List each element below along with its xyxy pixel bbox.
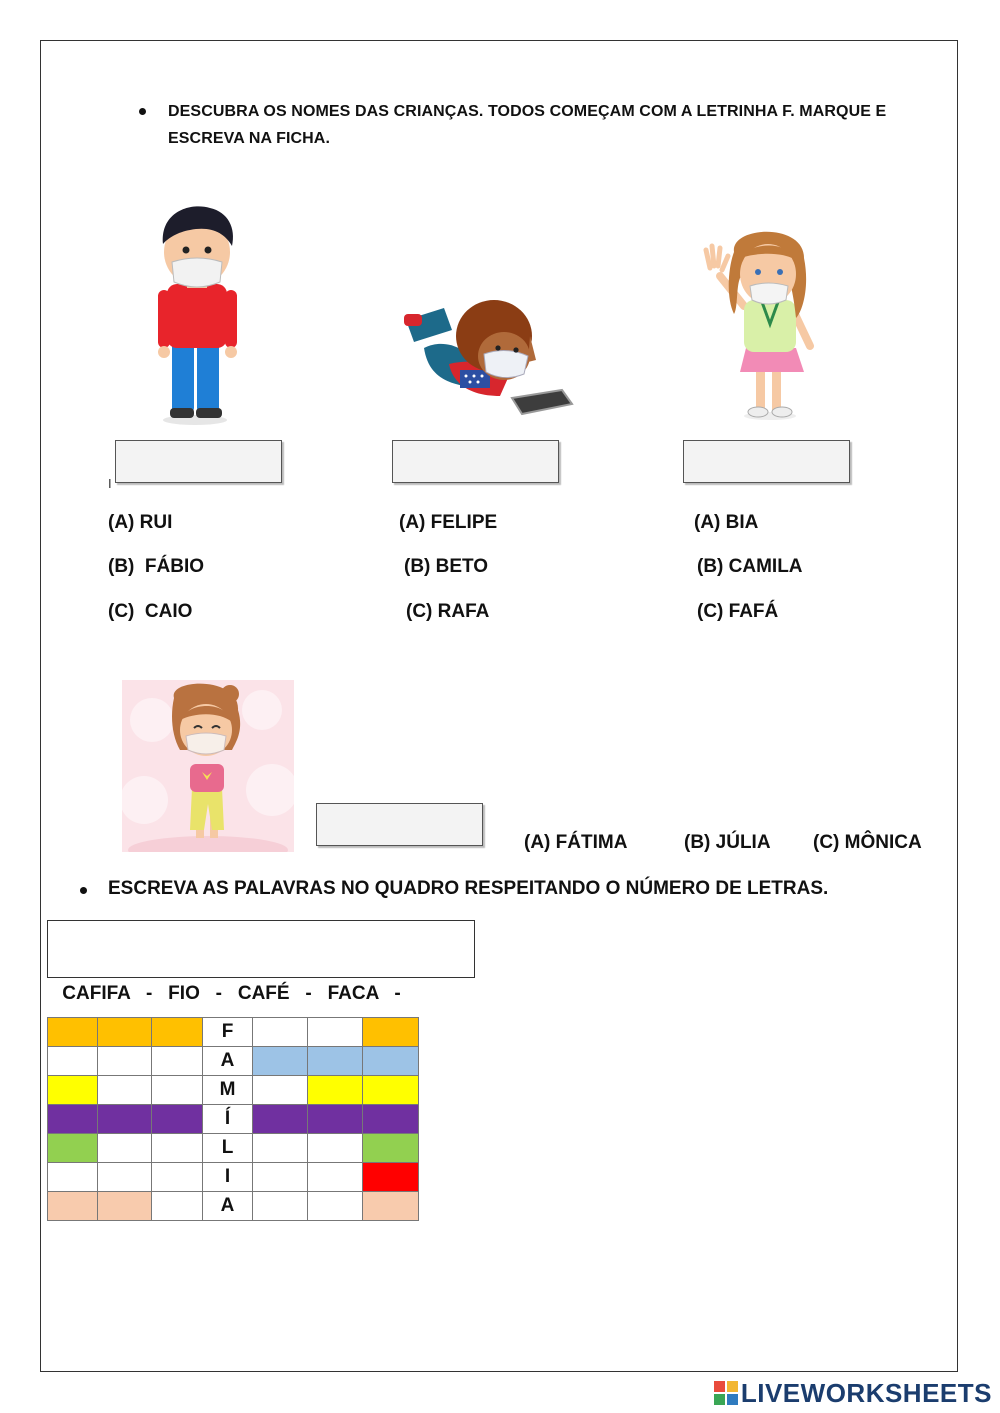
grid-letter-cell: Í <box>203 1105 253 1134</box>
grid-row <box>48 1134 419 1163</box>
grid-cell[interactable] <box>308 1018 363 1047</box>
boy-lying-tablet-illustration <box>404 278 574 423</box>
grid-cell[interactable] <box>48 1076 98 1105</box>
grid-cell[interactable] <box>363 1105 419 1134</box>
grid-cell[interactable] <box>253 1018 308 1047</box>
grid-cell[interactable] <box>48 1134 98 1163</box>
grid-letter-cell: F <box>203 1018 253 1047</box>
word-bank <box>47 920 475 1004</box>
grid-cell[interactable] <box>253 1076 308 1105</box>
grid-cell[interactable] <box>98 1076 152 1105</box>
answer-box-4[interactable] <box>316 803 483 846</box>
option-3b[interactable]: (B) CAMILA <box>697 556 803 577</box>
option-4c[interactable]: (C) MÔNICA <box>813 832 922 853</box>
option-1b[interactable]: (B) FÁBIO <box>108 556 205 577</box>
grid-letter-cell: A <box>203 1047 253 1076</box>
answer-box-3[interactable] <box>683 440 850 483</box>
grid-cell[interactable] <box>48 1163 98 1192</box>
option-2b[interactable]: (B) BETO <box>404 556 489 577</box>
grid-cell[interactable] <box>152 1047 203 1076</box>
boy-standing-illustration <box>150 202 245 427</box>
stray-mark: I <box>108 476 112 491</box>
grid-cell[interactable] <box>308 1105 363 1134</box>
grid-cell[interactable] <box>308 1047 363 1076</box>
grid-row <box>48 1105 419 1134</box>
answer-box-1[interactable] <box>115 440 282 483</box>
option-3a[interactable]: (A) BIA <box>694 512 759 533</box>
grid-cell[interactable] <box>363 1134 419 1163</box>
instruction-1-line1: DESCUBRA OS NOMES DAS CRIANÇAS. TODOS COMEÇAM COM A LETRINHA F. MARQUE E <box>168 103 887 120</box>
grid-cell[interactable] <box>308 1192 363 1221</box>
option-1c[interactable]: (C) CAIO <box>108 601 193 622</box>
grid-row <box>48 1047 419 1076</box>
grid-cell[interactable] <box>98 1163 152 1192</box>
option-3c[interactable]: (C) FAFÁ <box>697 601 779 622</box>
grid-letter-cell: I <box>203 1163 253 1192</box>
grid-cell[interactable] <box>363 1047 419 1076</box>
grid-cell[interactable] <box>98 1192 152 1221</box>
girl-shy-illustration <box>122 680 294 852</box>
grid-cell[interactable] <box>253 1105 308 1134</box>
grid-cell[interactable] <box>253 1134 308 1163</box>
grid-cell[interactable] <box>98 1105 152 1134</box>
word-bank-line1: CAFIFA - FIO - CAFÉ - FACA - <box>57 983 401 1004</box>
grid-cell[interactable] <box>98 1047 152 1076</box>
grid-cell[interactable] <box>98 1018 152 1047</box>
grid-cell[interactable] <box>152 1018 203 1047</box>
grid-letter-cell: M <box>203 1076 253 1105</box>
grid-letter-cell: A <box>203 1192 253 1221</box>
grid-cell[interactable] <box>253 1047 308 1076</box>
crossword-grid <box>47 1017 419 1221</box>
option-2c[interactable]: (C) RAFA <box>406 601 490 622</box>
grid-cell[interactable] <box>48 1018 98 1047</box>
grid-cell[interactable] <box>253 1192 308 1221</box>
girl-waving-illustration <box>700 228 825 426</box>
answer-box-2[interactable] <box>392 440 559 483</box>
grid-cell[interactable] <box>48 1047 98 1076</box>
grid-cell[interactable] <box>363 1076 419 1105</box>
grid-cell[interactable] <box>363 1163 419 1192</box>
grid-cell[interactable] <box>48 1192 98 1221</box>
instruction-2: ESCREVA AS PALAVRAS NO QUADRO RESPEITANDO O NÚMERO DE LETRAS. <box>108 878 829 899</box>
grid-row <box>48 1192 419 1221</box>
grid-cell[interactable] <box>48 1105 98 1134</box>
grid-row <box>48 1018 419 1047</box>
logo-badge-icon <box>714 1381 738 1405</box>
grid-row <box>48 1163 419 1192</box>
bullet-2 <box>80 887 87 894</box>
option-4b[interactable]: (B) JÚLIA <box>684 832 771 853</box>
grid-cell[interactable] <box>363 1018 419 1047</box>
liveworksheets-logo <box>714 1378 992 1409</box>
option-4a[interactable]: (A) FÁTIMA <box>524 832 628 853</box>
grid-letter-cell: L <box>203 1134 253 1163</box>
grid-cell[interactable] <box>308 1163 363 1192</box>
grid-cell[interactable] <box>152 1076 203 1105</box>
grid-cell[interactable] <box>308 1076 363 1105</box>
grid-cell[interactable] <box>308 1134 363 1163</box>
grid-cell[interactable] <box>152 1105 203 1134</box>
grid-cell[interactable] <box>98 1134 152 1163</box>
bullet-1 <box>139 108 146 115</box>
instruction-1 <box>168 98 928 152</box>
grid-row <box>48 1076 419 1105</box>
grid-cell[interactable] <box>152 1134 203 1163</box>
option-2a[interactable]: (A) FELIPE <box>399 512 498 533</box>
grid-cell[interactable] <box>152 1192 203 1221</box>
footer-brand: LIVEWORKSHEETS <box>740 1378 992 1408</box>
option-1a[interactable]: (A) RUI <box>108 512 173 533</box>
grid-cell[interactable] <box>152 1163 203 1192</box>
grid-cell[interactable] <box>253 1163 308 1192</box>
instruction-1-line2: ESCREVA NA FICHA. <box>168 130 331 147</box>
grid-cell[interactable] <box>363 1192 419 1221</box>
